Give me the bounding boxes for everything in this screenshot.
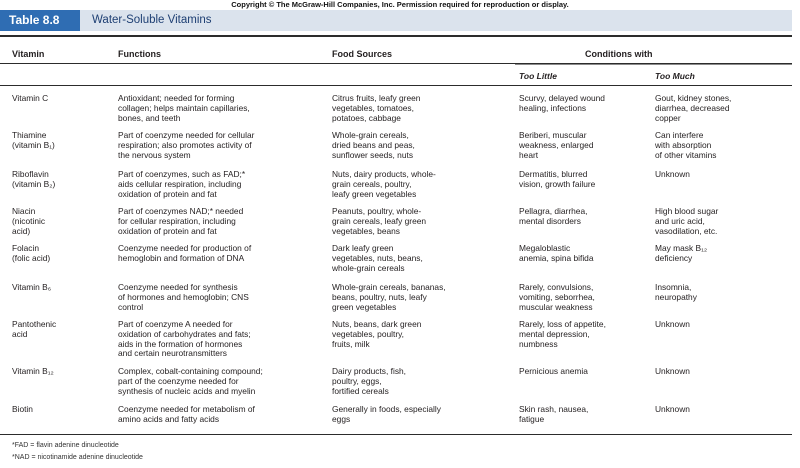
- row-1-functions: Antioxidant; needed for forming collagen; helps maintain capillaries, bones, and teeth: [118, 93, 250, 123]
- column-header-vitamin: Vitamin: [12, 49, 45, 59]
- row-9-functions: Coenzyme needed for metabolism of amino acids and fatty acids: [118, 404, 255, 424]
- table-label: Table 8.8: [0, 10, 80, 31]
- row-5-too-little: Megaloblastic anemia, spina bifida: [519, 243, 594, 263]
- row-4-too-much: High blood sugar and uric acid, vasodilation, etc.: [655, 206, 719, 236]
- row-4-functions: Part of coenzymes NAD;* needed for cellular respiration, including oxidation of protein and fat: [118, 206, 244, 236]
- row-9-too-little: Skin rash, nausea, fatigue: [519, 404, 589, 424]
- row-6-vitamin: Vitamin B₆: [12, 282, 52, 292]
- column-header-too-much: Too Much: [655, 71, 695, 81]
- row-3-too-much: Unknown: [655, 169, 690, 179]
- copyright-notice: Copyright © The McGraw-Hill Companies, Inc. Permission required for reproduction or display.: [231, 0, 569, 9]
- row-9-too-much: Unknown: [655, 404, 690, 414]
- row-4-vitamin: Niacin (nicotinic acid): [12, 206, 46, 236]
- row-8-too-little: Pernicious anemia: [519, 366, 588, 376]
- row-7-too-little: Rarely, loss of appetite, mental depression, numbness: [519, 319, 606, 349]
- row-3-vitamin: Riboflavin (vitamin B₂): [12, 169, 56, 189]
- row-2-functions: Part of coenzyme needed for cellular respiration; also promotes activity of the nervous system: [118, 130, 255, 160]
- row-7-vitamin: Pantothenic acid: [12, 319, 57, 339]
- row-7-functions: Part of coenzyme A needed for oxidation of carbohydrates and fats; aids in the formation of hormones and certain neurotransmitters: [118, 319, 251, 359]
- row-3-too-little: Dermatitis, blurred vision, growth failure: [519, 169, 596, 189]
- table-title: Water-Soluble Vitamins: [92, 14, 212, 26]
- header-rule: [0, 63, 792, 64]
- row-5-functions: Coenzyme needed for production of hemoglobin and formation of DNA: [118, 243, 252, 263]
- footnote-nad: *NAD = nicotinamide adenine dinucleotide: [12, 454, 143, 461]
- bottom-rule: [0, 434, 792, 435]
- subheader-rule: [0, 85, 792, 86]
- row-7-too-much: Unknown: [655, 319, 690, 329]
- table-header-bar: [0, 10, 792, 31]
- row-5-food-sources: Dark leafy green vegetables, nuts, beans, whole-grain cereals: [332, 243, 423, 273]
- column-header-conditions: Conditions with: [585, 49, 653, 59]
- footnote-fad: *FAD = flavin adenine dinucleotide: [12, 442, 119, 449]
- row-1-food-sources: Citrus fruits, leafy green vegetables, tomatoes, potatoes, cabbage: [332, 93, 421, 123]
- row-6-too-little: Rarely, convulsions, vomiting, seborrhea, muscular weakness: [519, 282, 595, 312]
- row-8-vitamin: Vitamin B₁₂: [12, 366, 54, 376]
- row-7-food-sources: Nuts, beans, dark green vegetables, poultry, fruits, milk: [332, 319, 422, 349]
- row-3-functions: Part of coenzymes, such as FAD;* aids cellular respiration, including oxidation of protein and fat: [118, 169, 246, 199]
- row-2-vitamin: Thiamine (vitamin B₁): [12, 130, 55, 150]
- row-8-functions: Complex, cobalt-containing compound; part of the coenzyme needed for synthesis of nucleic acids and myelin: [118, 366, 263, 396]
- row-2-too-little: Beriberi, muscular weakness, enlarged heart: [519, 130, 594, 160]
- column-header-food-sources: Food Sources: [332, 49, 393, 59]
- row-3-food-sources: Nuts, dairy products, whole- grain cereals, poultry, leafy green vegetables: [332, 169, 436, 199]
- row-6-functions: Coenzyme needed for synthesis of hormones and hemoglobin; CNS control: [118, 282, 249, 312]
- row-4-food-sources: Peanuts, poultry, whole- grain cereals, leafy green vegetables, beans: [332, 206, 427, 236]
- row-5-vitamin: Folacin (folic acid): [12, 243, 51, 263]
- row-2-too-much: Can interfere with absorption of other vitamins: [655, 130, 717, 160]
- row-6-too-much: Insomnia, neuropathy: [655, 282, 697, 302]
- row-6-food-sources: Whole-grain cereals, bananas, beans, poultry, nuts, leafy green vegetables: [332, 282, 446, 312]
- row-8-food-sources: Dairy products, fish, poultry, eggs, fortified cereals: [332, 366, 407, 396]
- row-2-food-sources: Whole-grain cereals, dried beans and peas, sunflower seeds, nuts: [332, 130, 415, 160]
- row-9-food-sources: Generally in foods, especially eggs: [332, 404, 441, 424]
- top-rule: [0, 35, 792, 37]
- row-1-vitamin: Vitamin C: [12, 93, 49, 103]
- conditions-rule: [515, 64, 792, 65]
- row-9-vitamin: Biotin: [12, 404, 33, 414]
- column-header-functions: Functions: [118, 49, 161, 59]
- row-1-too-much: Gout, kidney stones, diarrhea, decreased copper: [655, 93, 732, 123]
- row-8-too-much: Unknown: [655, 366, 690, 376]
- row-5-too-much: May mask B₁₂ deficiency: [655, 243, 708, 263]
- column-header-too-little: Too Little: [519, 71, 557, 81]
- row-1-too-little: Scurvy, delayed wound healing, infections: [519, 93, 605, 113]
- row-4-too-little: Pellagra, diarrhea, mental disorders: [519, 206, 588, 226]
